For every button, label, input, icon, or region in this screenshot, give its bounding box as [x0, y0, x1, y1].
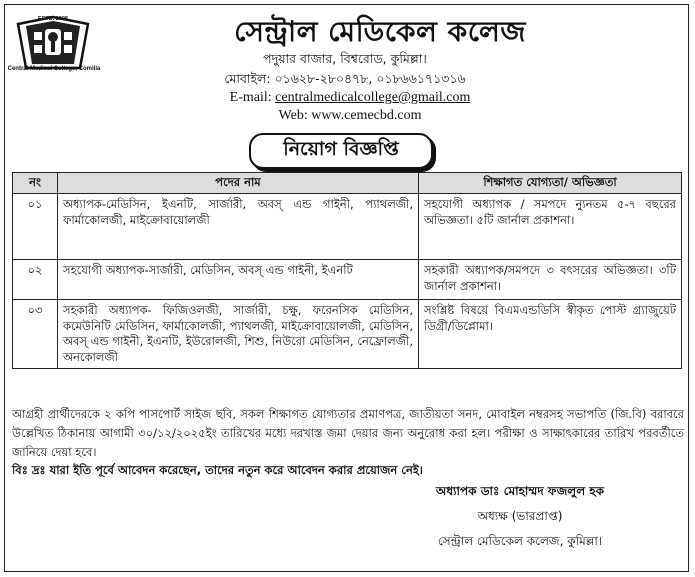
row-post: সহযোগী অধ্যাপক-সার্জারী, মেডিসিন, অবস্ এন্ড গাইনী, ইএনটি [58, 260, 419, 300]
college-address: পদুয়ার বাজার, বিশ্বরোড, কুমিল্লা। [263, 51, 427, 66]
special-note: বিঃ দ্রঃ যারা ইতি পূর্বে আবেদন করেছেন, তাদের নতুন করে আবেদন করার প্রয়োজন নেই। [12, 463, 423, 477]
logo-caption: Central Medical College, Comilla [7, 66, 101, 72]
table-row [13, 300, 682, 369]
row-serial: ০১ [13, 194, 58, 260]
row-serial: ০৩ [13, 300, 58, 369]
vacancy-table [12, 172, 682, 369]
table-header-row [13, 173, 682, 194]
table-row [13, 194, 682, 260]
college-website[interactable]: Web: www.cemecbd.com [278, 108, 422, 123]
row-qualification: সংশ্লিষ্ট বিষয়ে বিএমএন্ডডিসি স্বীকৃত পোস্ট গ্র্যাজুয়েট ডিগ্রী/ডিপ্লোমা। [419, 300, 682, 369]
email-link[interactable]: centralmedicalcollege@gmail.com [275, 90, 471, 105]
college-title: সেন্ট্রাল মেডিকেল কলেজ [234, 15, 526, 48]
signatory-designation: অধ্যক্ষ (ভারপ্রাপ্ত) [477, 509, 563, 523]
row-qualification: সহযোগী অধ্যাপক / সমপদে ন্যুনতম ৫-৭ বছরের অভিজ্ঞতা। ৫টি জার্নাল প্রকাশনা। [419, 194, 682, 260]
header-qualification: শিক্ষাগত যোগ্যতা/ অভিজ্ঞতা [419, 173, 682, 194]
notice-title: নিয়োগ বিজ্ঞপ্তি [249, 133, 433, 169]
email-label: E-mail: [229, 90, 276, 105]
college-mobile: মোবাইল: ০১৬২৮-২৮০৪৭৮, ০১৮৬৬১৭১৩১৬ [224, 71, 466, 86]
college-email [150, 90, 550, 106]
row-post: অধ্যাপক-মেডিসিন, ইএনটি, সার্জারী, অবস্ এন্ড গাইনী, প্যাথলজী, ফার্মাকোলজী, মাইক্রোবায়োলজী [58, 194, 419, 260]
logo-est-text: ESTD. 2008 [38, 16, 68, 22]
row-post: সহকারী অধ্যাপক- ফিজিওলজী, সার্জারী, চক্ষু, ফরেনসিক মেডিসিন, কমেউনিটি মেডিসিন, ফার্মাকোলজী, প্যাথলজী, মাইক্রোবায়োলজী, মেডিসিন, অবস্ এন্ড গাইনী, ইএনটি, ইউরোলজী, শিশু, নিউরো মেডিসিন, নেফ্রোলজী, অনকোলজী [58, 300, 419, 369]
header-post: পদের নাম [58, 173, 419, 194]
header-serial: নং [13, 173, 58, 194]
row-serial: ০২ [13, 260, 58, 300]
application-instructions: আগ্রহী প্রার্থীদেরকে ২ কপি পাসপোর্ট সাইজ ছবি, সকল শিক্ষাগত যোগ্যতার প্রমাণপত্র, জাতীয়তা সনদ, মোবাইল নম্বরসহ সভাপতি (জি.বি) বরাবরে উল্লেখিত ঠিকানায় আগামী ৩০/১২/২০২৫ইং তারিখের মধ্যে দরখাস্ত জমা দেয়ার জন্য অনুরোধ করা হল। পরীক্ষা ও সাক্ষাৎকারের তারিখ পরবর্তীতে জানিয়ে দেয়া হবে। [12, 407, 684, 459]
signatory-name: অধ্যাপক ডাঃ মোহাম্মদ ফজলুল হক [435, 484, 605, 498]
row-qualification: সহকারী অধ্যাপক/সমপদে ৩ বৎসরের অভিজ্ঞতা। ৩টি জার্নাল প্রকাশনা। [419, 260, 682, 300]
signatory-organization: সেন্ট্রাল মেডিকেল কলেজ, কুমিল্লা। [437, 534, 603, 548]
table-row [13, 260, 682, 300]
